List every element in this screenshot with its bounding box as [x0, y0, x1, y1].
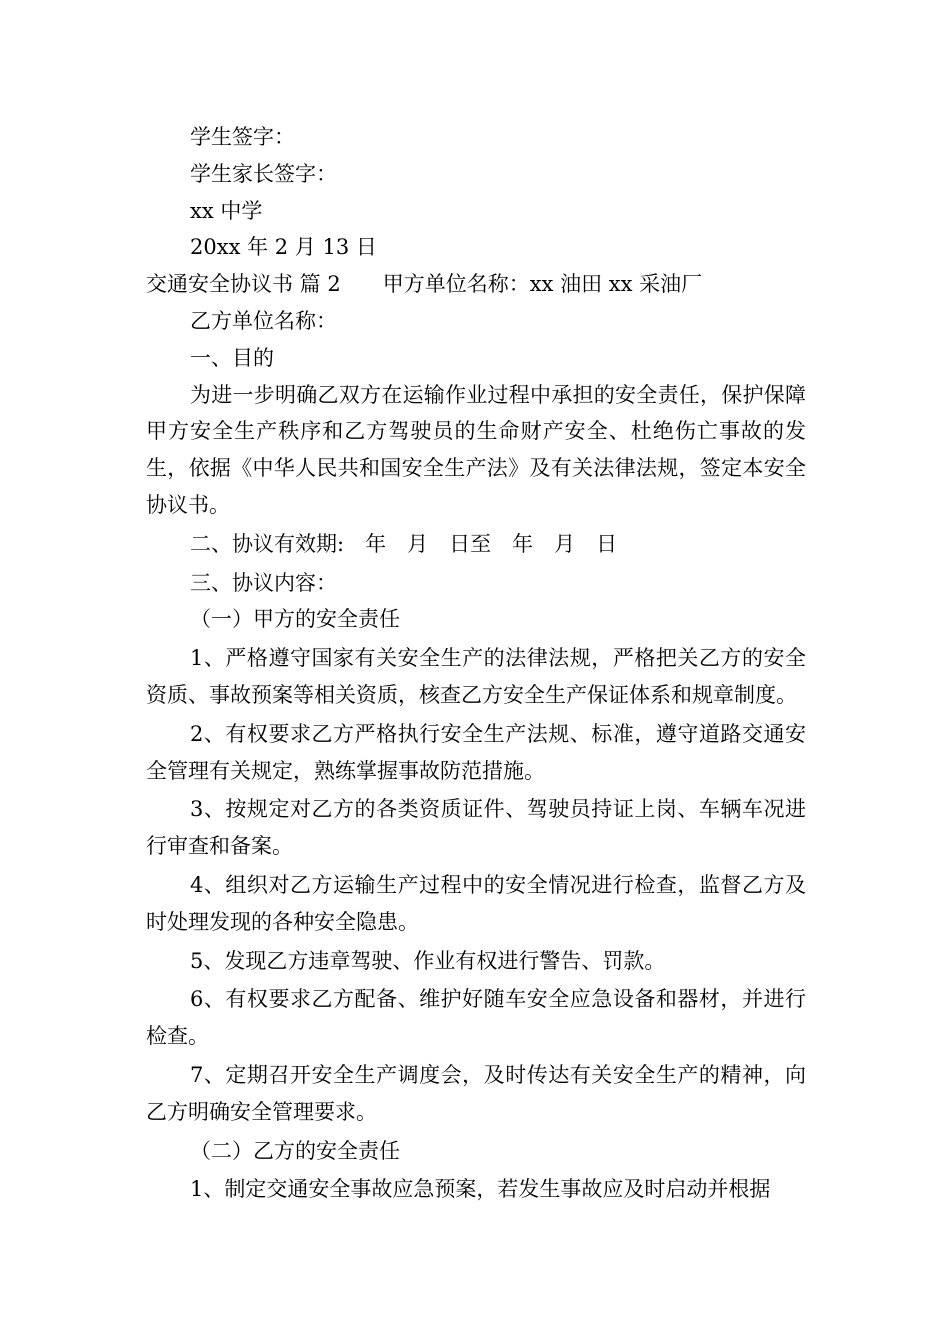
agreement-heading: 交通安全协议书 篇 2 甲方单位名称：xx 油田 xx 采油厂	[146, 272, 703, 297]
party-a-item-4: 4、组织对乙方运输生产过程中的安全情况进行检查，监督乙方及时处理发现的各种安全隐患。	[146, 872, 806, 934]
signing-date: 20xx 年 2 月 13 日	[190, 235, 377, 260]
school-name: xx 中学	[190, 198, 263, 223]
section-purpose-body: 为进一步明确乙双方在运输作业过程中承担的安全责任，保护保障甲方安全生产秩序和乙方驾驶员的生命财产安全、杜绝伤亡事故的发生，依据《中华人民共和国安全生产法》及有关法律法规，签定本安全协议书。	[146, 382, 806, 517]
party-a-item-7: 7、定期召开安全生产调度会，及时传达有关安全生产的精神，向乙方明确安全管理要求。	[146, 1062, 806, 1124]
party-a-item-6: 6、有权要求乙方配备、维护好随车安全应急设备和器材，并进行检查。	[146, 987, 806, 1049]
party-a-item-3: 3、按规定对乙方的各类资质证件、驾驶员持证上岗、车辆车况进行审查和备案。	[146, 797, 806, 859]
party-b-item-1: 1、制定交通安全事故应急预案，若发生事故应及时启动并根据	[190, 1177, 771, 1202]
section-purpose-title: 一、目的	[190, 345, 274, 370]
document-page	[146, 119, 806, 1208]
party-b-responsibility-title: （二）乙方的安全责任	[190, 1138, 400, 1163]
party-a-item-2: 2、有权要求乙方严格执行安全生产法规、标准，遵守道路交通安全管理有关规定，熟练掌握事故防范措施。	[146, 721, 806, 783]
section-validity: 二、协议有效期: 年 月 日至 年 月 日	[190, 531, 618, 556]
party-a-item-1: 1、严格遵守国家有关安全生产的法律法规，严格把关乙方的安全资质、事故预案等相关资质，核查乙方安全生产保证体系和规章制度。	[146, 646, 806, 707]
parent-signature-line: 学生家长签字：	[190, 161, 337, 186]
section-content-title: 三、协议内容：	[190, 570, 337, 595]
party-a-item-5: 5、发现乙方违章驾驶、作业有权进行警告、罚款。	[190, 948, 666, 973]
party-a-responsibility-title: （一）甲方的安全责任	[190, 607, 400, 632]
student-signature-line: 学生签字：	[190, 125, 295, 149]
party-b-name: 乙方单位名称：	[190, 308, 337, 333]
